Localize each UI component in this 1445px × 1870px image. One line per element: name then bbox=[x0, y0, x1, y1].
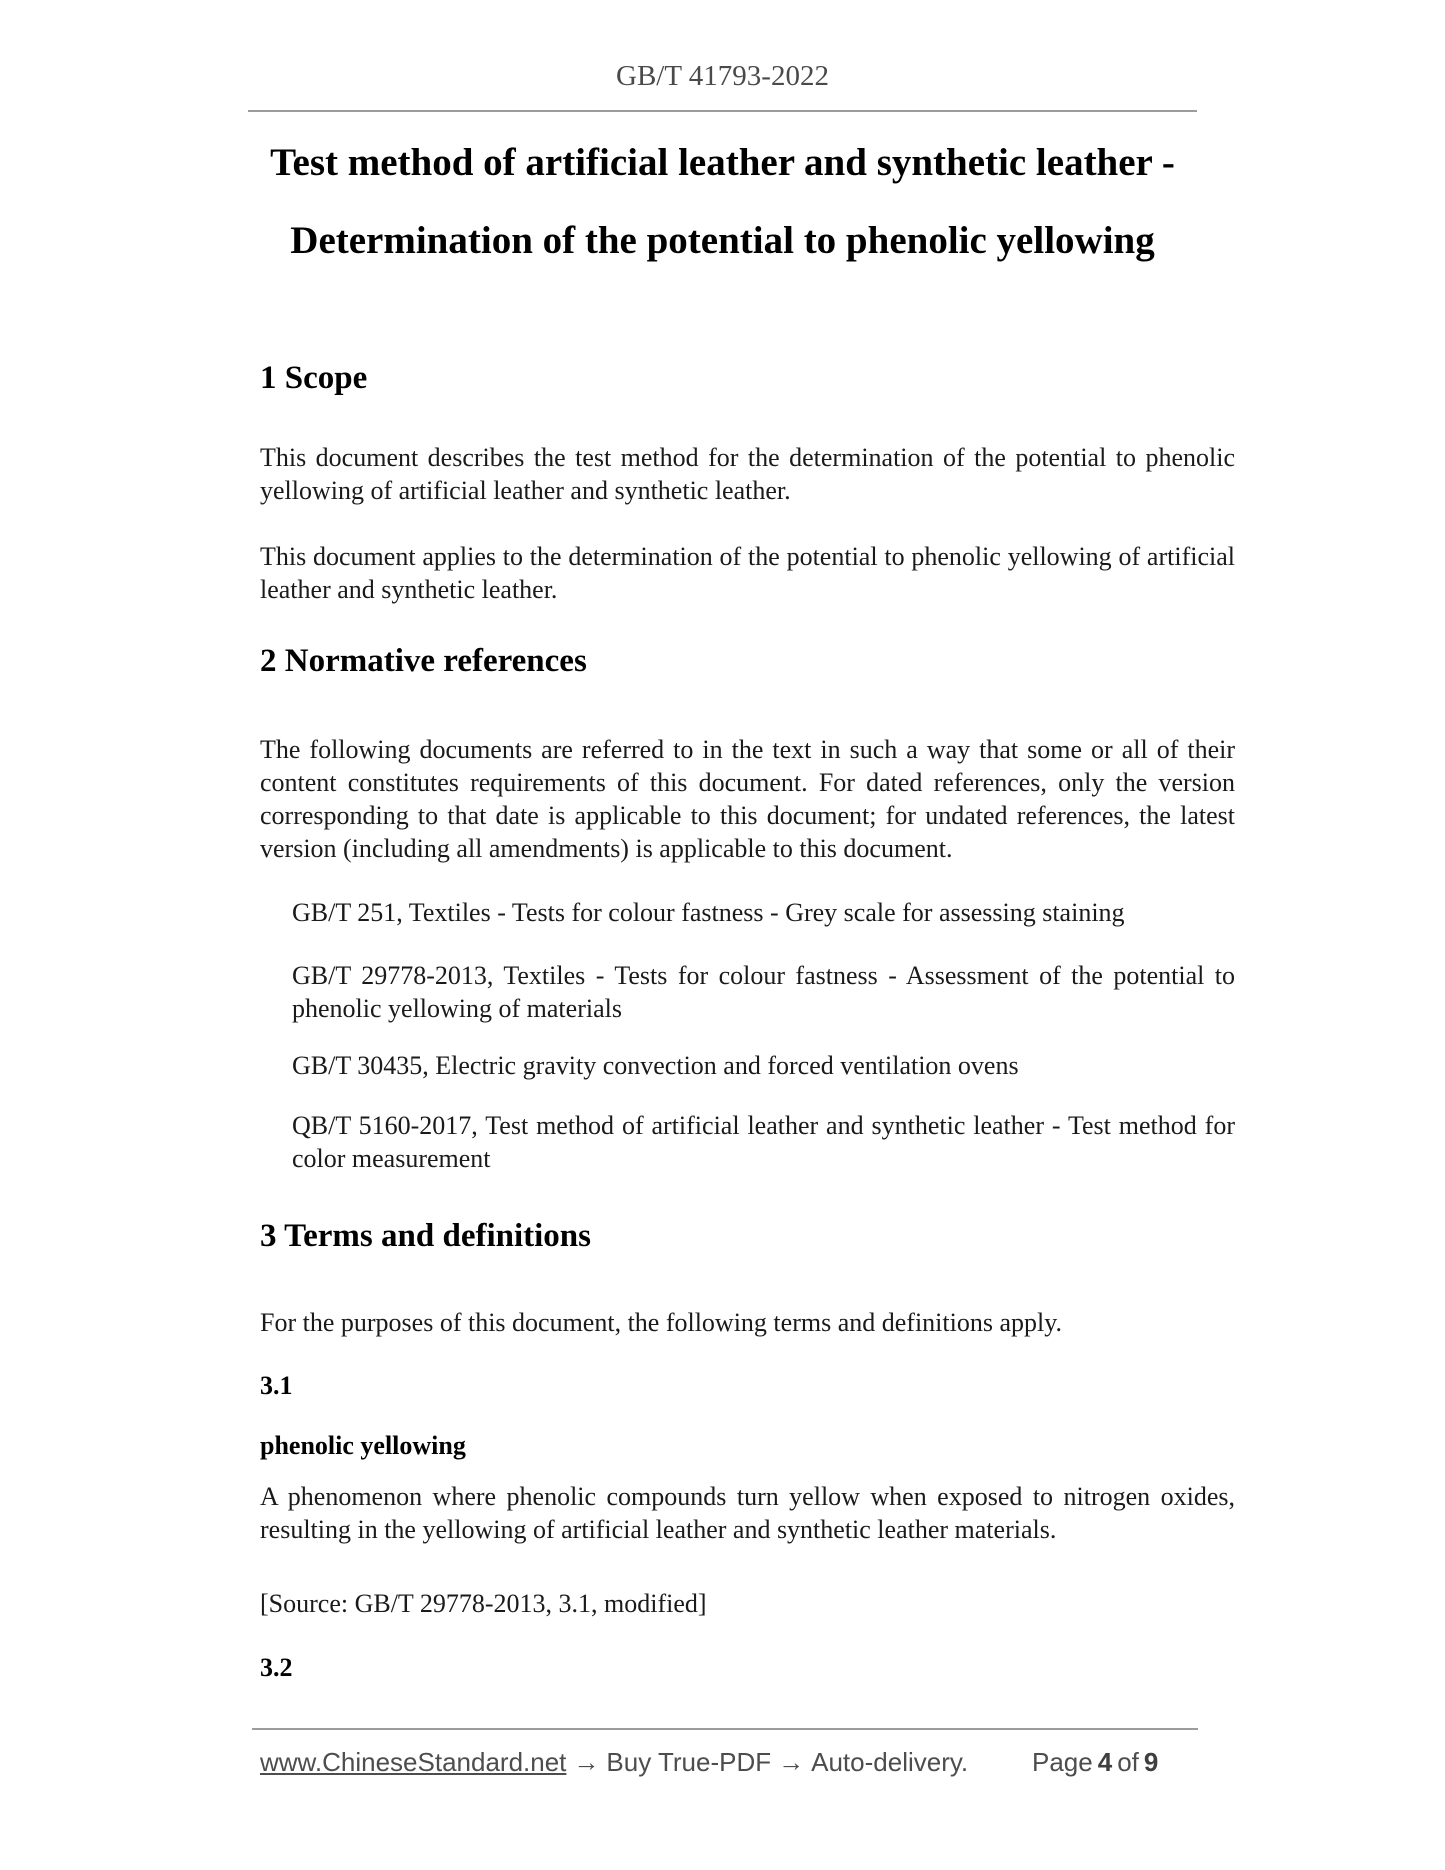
section-heading-terms: 3 Terms and definitions bbox=[260, 1218, 591, 1254]
normative-references-intro: The following documents are referred to in the text in such a way that some or all of their content constitutes requirements of this document. For dated references, only the version corresponding to that date is applicable to this document; for undated references, the latest version (including all amendments) is applicable to this document. bbox=[260, 735, 1235, 863]
term-number-3-2: 3.2 bbox=[260, 1653, 293, 1682]
page-current-number: 4 bbox=[1097, 1747, 1113, 1777]
term-number-3-1: 3.1 bbox=[260, 1371, 293, 1400]
document-title-line1: Test method of artificial leather and synthetic leather - bbox=[270, 141, 1175, 184]
footer bbox=[260, 1747, 968, 1778]
arrow-right-icon: → bbox=[778, 1747, 805, 1777]
document-title-line2: Determination of the potential to phenolic yellowing bbox=[290, 219, 1155, 262]
page-of-label: of bbox=[1117, 1747, 1139, 1777]
footer-buy-text: Buy True-PDF bbox=[606, 1747, 772, 1777]
footer-website-link[interactable]: www.ChineseStandard.net bbox=[260, 1747, 567, 1777]
section-heading-scope: 1 Scope bbox=[260, 360, 368, 396]
term-name-phenolic-yellowing: phenolic yellowing bbox=[260, 1431, 466, 1460]
footer-divider bbox=[252, 1728, 1198, 1730]
arrow-right-icon: → bbox=[573, 1747, 600, 1777]
header-divider bbox=[248, 110, 1197, 112]
footer-delivery-text: Auto-delivery. bbox=[811, 1747, 969, 1777]
reference-item: GB/T 251, Textiles - Tests for colour fastness - Grey scale for assessing staining bbox=[292, 898, 1125, 927]
scope-paragraph-1: This document describes the test method for the determination of the potential to phenolic yellowing of artificial leather and synthetic leather. bbox=[260, 443, 1235, 505]
standard-code-header: GB/T 41793-2022 bbox=[616, 60, 829, 92]
page-total-number: 9 bbox=[1143, 1747, 1159, 1777]
page-indicator bbox=[1032, 1747, 1163, 1778]
reference-item: GB/T 29778-2013, Textiles - Tests for colour fastness - Assessment of the potential to phenolic yellowing of materials bbox=[292, 961, 1235, 1023]
page-label: Page bbox=[1032, 1747, 1093, 1777]
reference-item: GB/T 30435, Electric gravity convection and forced ventilation ovens bbox=[292, 1051, 1019, 1080]
terms-intro: For the purposes of this document, the following terms and definitions apply. bbox=[260, 1308, 1063, 1337]
section-heading-normative-references: 2 Normative references bbox=[260, 643, 587, 679]
reference-item: QB/T 5160-2017, Test method of artificial leather and synthetic leather - Test method for color measurement bbox=[292, 1111, 1235, 1173]
term-source-note: [Source: GB/T 29778-2013, 3.1, modified] bbox=[260, 1589, 707, 1618]
scope-paragraph-2: This document applies to the determination of the potential to phenolic yellowing of artificial leather and synthetic leather. bbox=[260, 542, 1235, 604]
term-definition: A phenomenon where phenolic compounds turn yellow when exposed to nitrogen oxides, resulting in the yellowing of artificial leather and synthetic leather materials. bbox=[260, 1482, 1235, 1544]
